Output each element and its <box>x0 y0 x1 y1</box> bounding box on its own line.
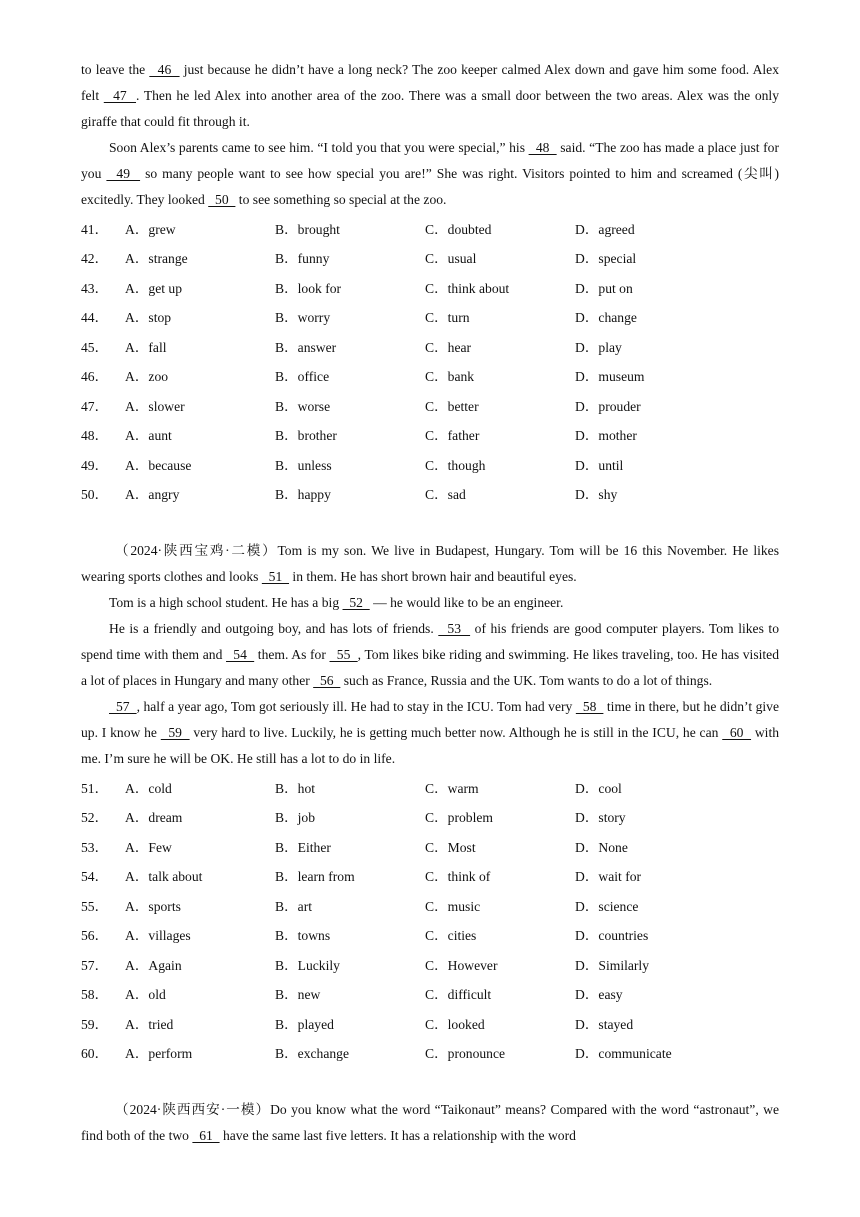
blank-46: 46 <box>149 62 180 77</box>
question-number: 55． <box>81 898 109 914</box>
question-row <box>81 243 779 273</box>
text: , half a year ago, Tom got seriously ill. He had to stay in the ICU. Tom had very <box>136 699 576 714</box>
option-d: D．change <box>575 310 637 326</box>
option-b: B．Either <box>275 839 331 855</box>
question-row <box>81 213 779 243</box>
blank-61: 61 <box>192 1128 220 1143</box>
question-row <box>81 979 779 1009</box>
option-c: C．bank <box>425 369 475 385</box>
option-c: C．usual <box>425 251 477 267</box>
question-number: 49． <box>81 457 109 473</box>
option-d: D．easy <box>575 987 623 1003</box>
blank-58: 58 <box>575 699 604 714</box>
question-number: 44． <box>81 310 109 326</box>
section-gap <box>81 508 779 538</box>
passage2-paragraph2 <box>81 590 779 616</box>
option-b: B．exchange <box>275 1046 349 1062</box>
text: to see something so special at the zoo. <box>235 192 447 207</box>
option-d: D．communicate <box>575 1046 672 1062</box>
question-row <box>81 302 779 332</box>
section-gap <box>81 1067 779 1097</box>
option-c: C．better <box>425 398 479 414</box>
option-c: C．turn <box>425 310 470 326</box>
question-row <box>81 331 779 361</box>
option-b: B．funny <box>275 251 330 267</box>
source-label: （2024·陕西宝鸡·二模） <box>115 543 278 558</box>
question-number: 42． <box>81 251 109 267</box>
text: Do you know what the word “Taikonaut” means? Compared with the word “astronaut”, we find both of the two <box>81 1102 779 1143</box>
question-row <box>81 920 779 950</box>
option-b: B．worse <box>275 398 331 414</box>
text: , Tom likes bike riding and swimming. He likes traveling, too. He has visited a lot of places in Hungary and many other <box>81 647 780 688</box>
option-a: A．cold <box>125 780 172 796</box>
question-number: 47． <box>81 398 109 414</box>
question-number: 46． <box>81 369 109 385</box>
text: so many people want to see how special you are!” She was right. Visitors pointed to him and screamed (尖叫) excitedly. They looked <box>81 166 780 207</box>
passage1-paragraph2 <box>81 135 779 213</box>
text: time in there, but he didn’t give up. I know he <box>81 699 780 740</box>
text: Soon Alex’s parents came to see him. “I told you that you were special,” his <box>109 140 529 155</box>
text: Tom is my son. We live in Budapest, Hungary. Tom will be 16 this November. He likes wearing sports clothes and looks <box>81 543 779 584</box>
text: very hard to live. Luckily, he is getting much better now. Although he is still in the ICU, he can <box>189 725 723 740</box>
text: them. As for <box>254 647 330 662</box>
option-a: A．grew <box>125 221 176 237</box>
option-b: B．played <box>275 1016 334 1032</box>
option-b: B．new <box>275 987 321 1003</box>
question-number: 48． <box>81 428 109 444</box>
option-c: C．doubted <box>425 221 492 237</box>
option-d: D．shy <box>575 487 618 503</box>
text: with me. I’m sure he will be OK. He still has a lot to do in life. <box>81 725 780 766</box>
option-c: C．father <box>425 428 480 444</box>
option-a: A．aunt <box>125 428 172 444</box>
question-number: 45． <box>81 339 109 355</box>
option-c: C．warm <box>425 780 479 796</box>
option-d: D．story <box>575 810 626 826</box>
text: to leave the <box>81 62 150 77</box>
blank-51: 51 <box>261 569 290 584</box>
question-row <box>81 390 779 420</box>
option-a: A．because <box>125 457 192 473</box>
option-a: A．dream <box>125 810 183 826</box>
blank-53: 53 <box>438 621 471 636</box>
option-a: A．Again <box>125 957 182 973</box>
option-a: A．angry <box>125 487 180 503</box>
option-a: A．stop <box>125 310 172 326</box>
question-number: 54． <box>81 869 109 885</box>
option-a: A．villages <box>125 928 191 944</box>
blank-48: 48 <box>528 140 557 155</box>
question-row <box>81 949 779 979</box>
option-b: B．learn from <box>275 869 355 885</box>
passage2-paragraph4 <box>81 694 779 772</box>
blank-54: 54 <box>226 647 255 662</box>
option-d: D．prouder <box>575 398 641 414</box>
question-row <box>81 772 779 802</box>
passage3-paragraph1 <box>81 1097 779 1149</box>
option-c: C．music <box>425 898 481 914</box>
question-row <box>81 861 779 891</box>
question-number: 57． <box>81 957 109 973</box>
blank-49: 49 <box>106 166 141 181</box>
option-b: B．brought <box>275 221 340 237</box>
option-d: D．special <box>575 251 637 267</box>
blank-56: 56 <box>313 673 341 688</box>
option-c: C．though <box>425 457 486 473</box>
option-b: B．towns <box>275 928 331 944</box>
text: have the same last five letters. It has a relationship with the word <box>219 1128 576 1143</box>
option-b: B．art <box>275 898 312 914</box>
question-number: 52． <box>81 810 109 826</box>
option-d: D．mother <box>575 428 637 444</box>
option-c: C．However <box>425 957 498 973</box>
text: in them. He has short brown hair and beautiful eyes. <box>289 569 577 584</box>
question-row <box>81 802 779 832</box>
option-b: B．Luckily <box>275 957 340 973</box>
passage1-question-list <box>81 213 779 508</box>
option-b: B．unless <box>275 457 332 473</box>
option-c: C．cities <box>425 928 477 944</box>
option-a: A．get up <box>125 280 183 296</box>
option-c: C．think of <box>425 869 491 885</box>
text: just because he didn’t have a long neck? The zoo keeper calmed Alex down and gave him some food. Alex felt <box>81 62 779 103</box>
option-a: A．old <box>125 987 166 1003</box>
option-d: D．until <box>575 457 624 473</box>
option-d: D．countries <box>575 928 649 944</box>
question-number: 60． <box>81 1046 109 1062</box>
option-c: C．difficult <box>425 987 492 1003</box>
text: . Then he led Alex into another area of the zoo. There was a small door between the two areas. Alex was the only giraffe that could fit through it. <box>81 88 780 129</box>
question-number: 58． <box>81 987 109 1003</box>
option-b: B．hot <box>275 780 316 796</box>
option-a: A．slower <box>125 398 185 414</box>
question-row <box>81 479 779 509</box>
option-b: B．answer <box>275 339 337 355</box>
question-number: 56． <box>81 928 109 944</box>
option-d: D．play <box>575 339 622 355</box>
option-d: D．Similarly <box>575 957 650 973</box>
question-row <box>81 831 779 861</box>
text: — he would like to be an engineer. <box>369 595 564 610</box>
question-row <box>81 361 779 391</box>
option-b: B．office <box>275 369 330 385</box>
option-b: B．happy <box>275 487 331 503</box>
option-c: C．pronounce <box>425 1046 506 1062</box>
text: of his friends are good computer players. Tom likes to spend time with them and <box>81 621 780 662</box>
option-d: D．agreed <box>575 221 635 237</box>
question-row <box>81 1038 779 1068</box>
question-number: 43． <box>81 280 109 296</box>
option-b: B．job <box>275 810 316 826</box>
option-d: D．put on <box>575 280 633 296</box>
question-row <box>81 420 779 450</box>
question-number: 53． <box>81 839 109 855</box>
option-d: D．museum <box>575 369 645 385</box>
text: said. “The zoo has made a place just for you <box>81 140 779 181</box>
option-d: D．None <box>575 839 628 855</box>
option-c: C．sad <box>425 487 466 503</box>
option-d: D．science <box>575 898 639 914</box>
blank-57: 57 <box>109 699 137 714</box>
option-a: A．strange <box>125 251 188 267</box>
option-c: C．Most <box>425 839 476 855</box>
option-a: A．Few <box>125 839 172 855</box>
blank-50: 50 <box>208 192 236 207</box>
passage2-question-list <box>81 772 779 1067</box>
option-a: A．fall <box>125 339 167 355</box>
passage1-paragraph1 <box>81 57 779 135</box>
question-number: 59． <box>81 1016 109 1032</box>
question-number: 50． <box>81 487 109 503</box>
option-a: A．perform <box>125 1046 193 1062</box>
question-row <box>81 449 779 479</box>
option-b: B．worry <box>275 310 331 326</box>
option-c: C．hear <box>425 339 472 355</box>
option-d: D．stayed <box>575 1016 634 1032</box>
question-row <box>81 1008 779 1038</box>
option-d: D．cool <box>575 780 622 796</box>
blank-52: 52 <box>342 595 370 610</box>
blank-60: 60 <box>722 725 752 740</box>
question-number: 41． <box>81 221 109 237</box>
option-c: C．problem <box>425 810 493 826</box>
option-a: A．sports <box>125 898 181 914</box>
option-b: B．look for <box>275 280 342 296</box>
source-label: （2024·陕西西安·一模） <box>115 1102 271 1117</box>
option-b: B．brother <box>275 428 337 444</box>
passage2-paragraph1 <box>81 538 779 590</box>
option-a: A．zoo <box>125 369 169 385</box>
option-a: A．tried <box>125 1016 174 1032</box>
blank-59: 59 <box>160 725 190 740</box>
text: He is a friendly and outgoing boy, and has lots of friends. <box>109 621 439 636</box>
passage2-paragraph3 <box>81 616 779 694</box>
option-c: C．think about <box>425 280 510 296</box>
blank-55: 55 <box>329 647 358 662</box>
question-row <box>81 272 779 302</box>
question-number: 51． <box>81 780 109 796</box>
option-a: A．talk about <box>125 869 203 885</box>
question-row <box>81 890 779 920</box>
text: such as France, Russia and the UK. Tom wants to do a lot of things. <box>340 673 713 688</box>
document-content <box>81 57 779 1149</box>
option-c: C．looked <box>425 1016 485 1032</box>
text: Tom is a high school student. He has a big <box>109 595 343 610</box>
blank-47: 47 <box>103 88 137 103</box>
option-d: D．wait for <box>575 869 642 885</box>
